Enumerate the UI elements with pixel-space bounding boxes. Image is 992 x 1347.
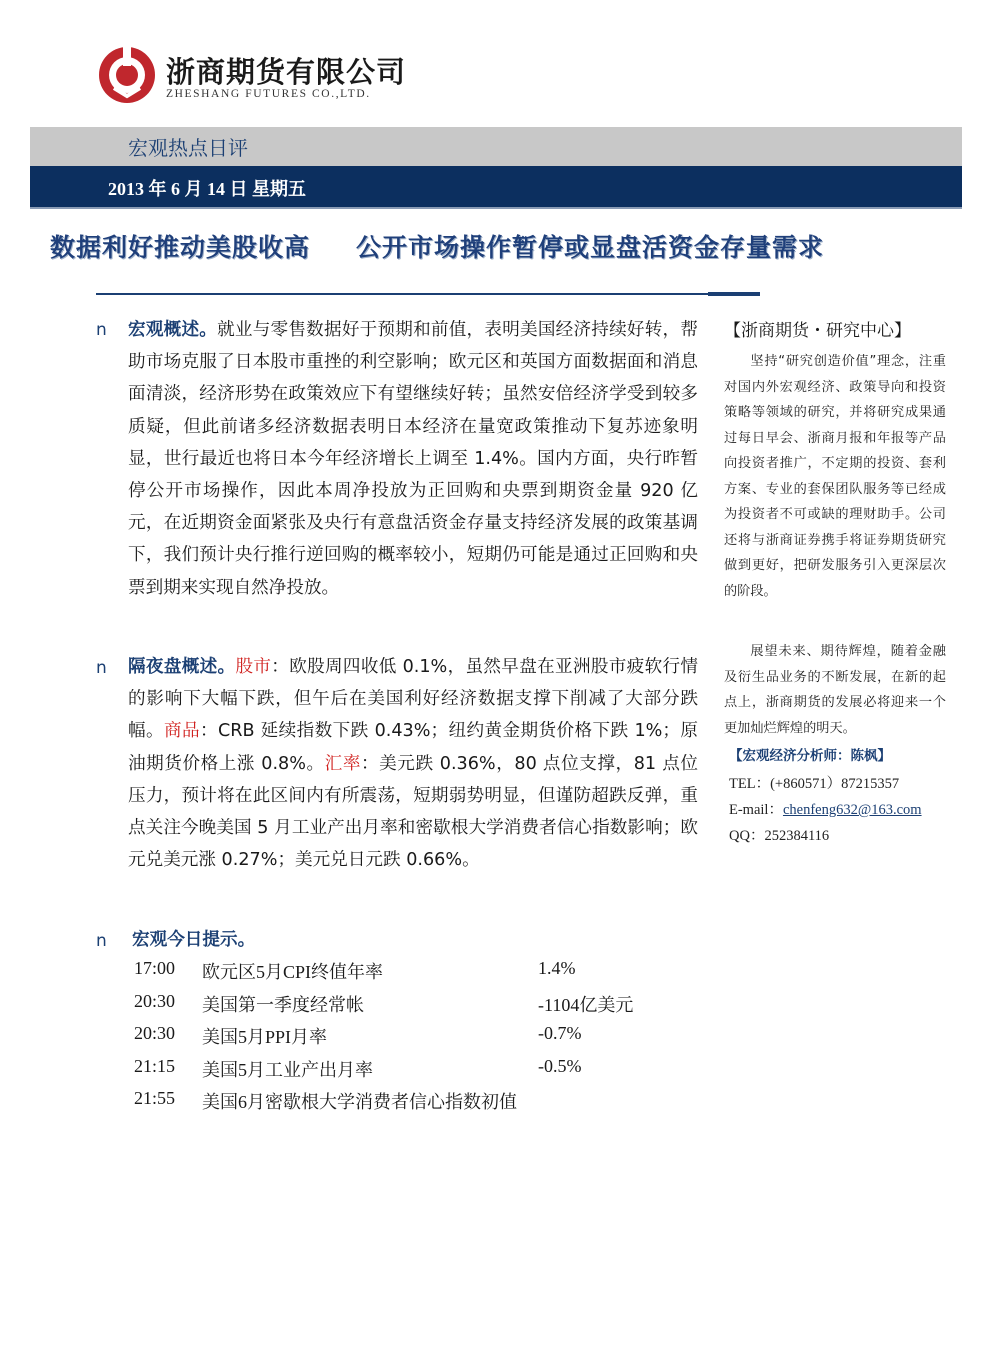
headline-right: 公开市场操作暂停或显盘活资金存量需求 bbox=[356, 233, 825, 262]
date-bar bbox=[30, 166, 962, 209]
fx-label: 汇率 bbox=[324, 753, 361, 774]
today-tips-heading: 宏观今日提示。 bbox=[132, 930, 256, 950]
event-value: 1.4% bbox=[538, 958, 576, 978]
macro-overview-body: 就业与零售数据好于预期和前值，表明美国经济持续好转，帮助市场克服了日本股市重挫的利空影响；欧元区和英国方面数据面和消息面清淡，经济形势在政策效应下有望继续好转；虽然安倍经济学受到较多质疑，但此前诸多经济数据表明日本经济在量宽政策推动下复苏迹象明显，世行最近也将日本今年经济增长上调至 1.4%。国内方面，央行昨暂停公开市场操作，因此本周净投放为正回购和央票到期资金量 920 亿元，在近期资金面紧张及央行有意盘活资金存量支持经济发展的政策基调下，我们预计央行推行逆回购的概率较小，短期仍可能是通过正回购和央票到期来实现自然净投放。 bbox=[128, 320, 698, 598]
table-row bbox=[134, 1088, 694, 1121]
commodity-text: ：CRB 延续指数下跌 0.43%；纽约黄金期货价格下跌 1%；原油期货价格上涨 0.8%。 bbox=[128, 721, 698, 774]
stock-text: ：欧股周四收低 0.1%，虽然早盘在亚洲股市疲软行情的影响下大幅下跌，但午后在美国利好经济数据支撑下削减了大部分跌幅。 bbox=[128, 657, 698, 742]
event-value: -0.7% bbox=[538, 1023, 582, 1043]
email-label: E-mail： bbox=[729, 802, 783, 818]
company-logo bbox=[96, 44, 407, 114]
headline-divider-accent bbox=[708, 292, 760, 296]
email-link[interactable]: chenfeng632@163.com bbox=[782, 802, 922, 818]
sidebar-intro-paragraph: 坚持“研究创造价值”理念，注重对国内外宏观经济、政策导向和投资策略等领域的研究，并将研究成果通过每日早会、浙商月报和年报等产品向投资者推广，不定期的投资、套利方案、专业的套保团队服务等已经成为投资者不可或缺的理财助手。公司还将与浙商证券携手将证券期货研究做到更好，把研发服务引入更深层次的阶段。 bbox=[724, 354, 946, 599]
headline-left: 数据利好推动美股收高 bbox=[50, 233, 311, 262]
zheshang-logo-icon bbox=[96, 44, 158, 106]
bullet-icon: n bbox=[96, 658, 107, 678]
macro-overview-paragraph bbox=[128, 314, 698, 604]
table-row bbox=[134, 991, 694, 1024]
event-time: 21:15 bbox=[134, 1055, 176, 1076]
overnight-paragraph bbox=[128, 651, 698, 876]
event-value: -0.5% bbox=[538, 1055, 582, 1076]
event-name: 美国6月密歇根大学消费者信心指数初值 bbox=[202, 1092, 517, 1112]
today-tips-table bbox=[134, 958, 694, 1121]
report-type: 宏观热点日评 bbox=[128, 136, 248, 160]
event-name: 美国第一季度经常帐 bbox=[202, 994, 364, 1015]
event-name: 欧元区5月CPI终值年率 bbox=[202, 962, 384, 982]
contact-qq: QQ：252384116 bbox=[729, 828, 830, 844]
contact-email bbox=[729, 798, 922, 819]
fx-text: ：美元跌 0.36%，80 点位支撑，81 点位压力，预计将在此区间内有所震荡，短期弱势明显，但谨防超跌反弹，重点关注今晚美国 5 月工业产出月率和密歇根大学消费者信心指数影响；欧元兑美元涨 0.27%；美元兑日元跌 0.66%。 bbox=[128, 753, 698, 871]
macro-overview-heading: 宏观概述。 bbox=[128, 320, 218, 340]
table-row bbox=[134, 1023, 694, 1056]
event-name: 美国5月PPI月率 bbox=[202, 1027, 328, 1047]
table-row bbox=[134, 958, 694, 991]
event-value: -1104亿美元 bbox=[538, 994, 634, 1015]
sidebar-title: 【浙商期货・研究中心】 bbox=[724, 321, 911, 341]
bullet-icon: n bbox=[96, 320, 107, 340]
analyst-name: 【宏观经济分析师：陈枫】 bbox=[729, 748, 891, 764]
sidebar-outlook-paragraph: 展望未来、期待辉煌，随着金融及衍生品业务的不断发展，在新的起点上，浙商期货的发展必将迎来一个更加灿烂辉煌的明天。 bbox=[724, 644, 946, 736]
event-time: 20:30 bbox=[134, 1023, 176, 1043]
event-name: 美国5月工业产出月率 bbox=[202, 1059, 373, 1080]
table-row bbox=[134, 1056, 694, 1089]
report-type-bar bbox=[30, 127, 962, 166]
today-tips-title bbox=[132, 924, 702, 956]
commodity-label: 商品 bbox=[164, 721, 200, 742]
headline bbox=[50, 228, 824, 264]
event-time: 21:55 bbox=[134, 1088, 176, 1108]
contact-tel: TEL：(+860571）87215357 bbox=[729, 776, 900, 792]
event-time: 17:00 bbox=[134, 958, 176, 978]
company-name-en: ZHESHANG FUTURES CO.,LTD. bbox=[166, 88, 371, 100]
company-name-cn: 浙商期货有限公司 bbox=[166, 55, 407, 89]
event-time: 20:30 bbox=[134, 990, 176, 1011]
stock-label: 股市 bbox=[235, 657, 272, 677]
headline-divider bbox=[96, 293, 708, 295]
bullet-icon: n bbox=[96, 931, 107, 951]
report-date: 2013 年 6 月 14 日 星期五 bbox=[108, 179, 306, 199]
overnight-heading: 隔夜盘概述。 bbox=[128, 657, 236, 677]
